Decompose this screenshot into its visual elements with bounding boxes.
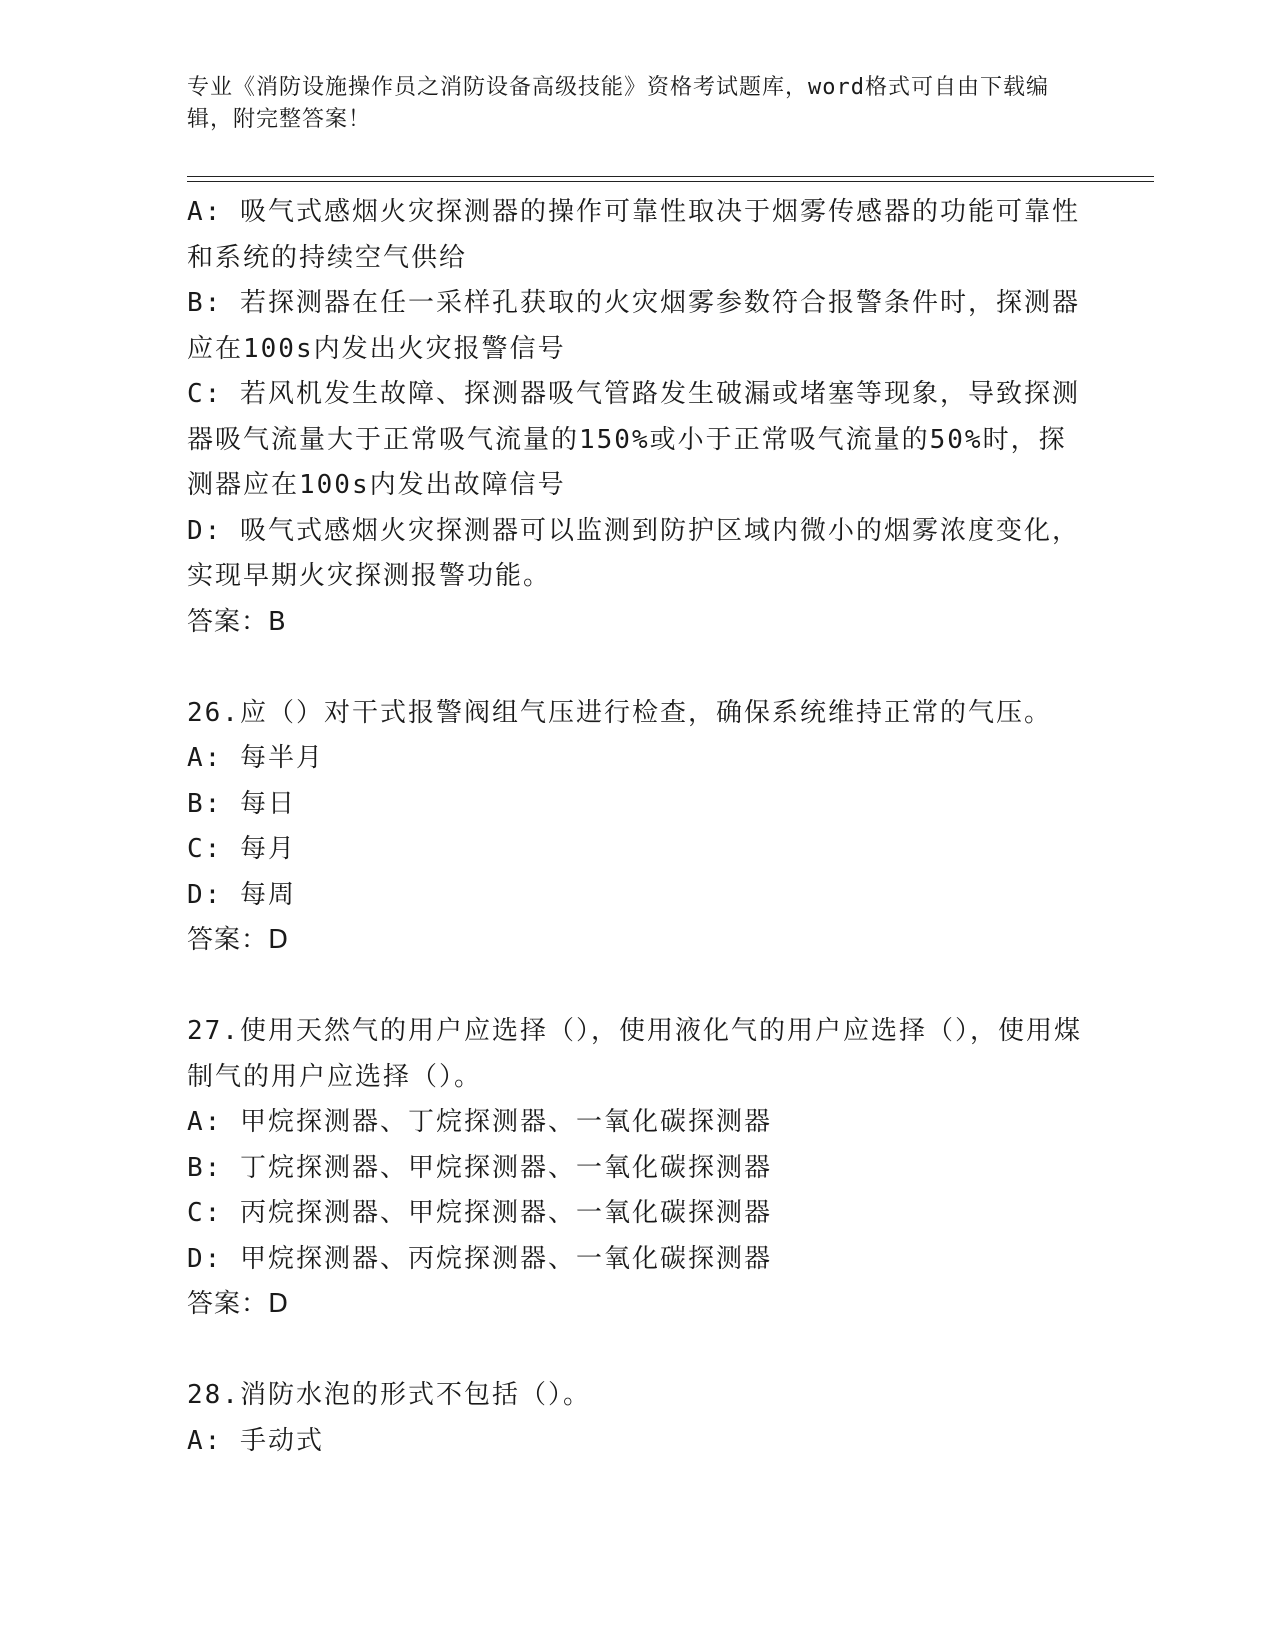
question-stem: 27.使用天然气的用户应选择（），使用液化气的用户应选择（），使用煤制气的用户应选择（）。 xyxy=(187,1016,1082,1092)
question-stem: 28.消防水泡的形式不包括（）。 xyxy=(187,1380,591,1410)
option-d: D: 吸气式感烟火灾探测器可以监测到防护区域内微小的烟雾浓度变化，实现早期火灾探测报警功能。 xyxy=(187,515,1080,591)
option-a: A: 甲烷探测器、丁烷探测器、一氧化碳探测器 xyxy=(187,1107,772,1137)
header-divider-top xyxy=(187,176,1154,177)
option-a: A: 每半月 xyxy=(187,743,324,773)
question-28 xyxy=(187,1373,1087,1464)
option-c: C: 丙烷探测器、甲烷探测器、一氧化碳探测器 xyxy=(187,1198,772,1228)
question-26 xyxy=(187,691,1087,964)
answer-label: 答案：D xyxy=(187,1289,290,1319)
option-c: C: 若风机发生故障、探测器吸气管路发生破漏或堵塞等现象，导致探测器吸气流量大于正常吸气流量的150%或小于正常吸气流量的50%时，探测器应在100s内发出故障信号 xyxy=(187,379,1080,500)
option-d: D: 每周 xyxy=(187,879,296,910)
question-27 xyxy=(187,1009,1087,1328)
option-a: A: 手动式 xyxy=(187,1425,324,1456)
option-c: C: 每月 xyxy=(187,834,296,864)
header-divider-bottom xyxy=(187,181,1154,182)
answer-label: 答案：D xyxy=(187,925,290,955)
option-b: B: 若探测器在任一采样孔获取的火灾烟雾参数符合报警条件时，探测器应在100s内发出火灾报警信号 xyxy=(187,288,1080,364)
answer-label: 答案：B xyxy=(187,606,287,637)
option-b: B: 丁烷探测器、甲烷探测器、一氧化碳探测器 xyxy=(187,1152,772,1183)
option-d: D: 甲烷探测器、丙烷探测器、一氧化碳探测器 xyxy=(187,1243,772,1274)
spacer xyxy=(187,645,1087,691)
option-b: B: 每日 xyxy=(187,788,296,819)
document-header-intro: 专业《消防设施操作员之消防设备高级技能》资格考试题库，word格式可自由下载编辑，附完整答案！ xyxy=(187,75,1049,132)
question-content xyxy=(187,190,1087,1464)
option-a: A: 吸气式感烟火灾探测器的操作可靠性取决于烟雾传感器的功能可靠性和系统的持续空气供给 xyxy=(187,197,1080,273)
spacer xyxy=(187,964,1087,1010)
question-25-continued xyxy=(187,190,1087,645)
question-stem: 26.应（）对干式报警阀组气压进行检查，确保系统维持正常的气压。 xyxy=(187,697,1052,728)
spacer xyxy=(187,1328,1087,1374)
